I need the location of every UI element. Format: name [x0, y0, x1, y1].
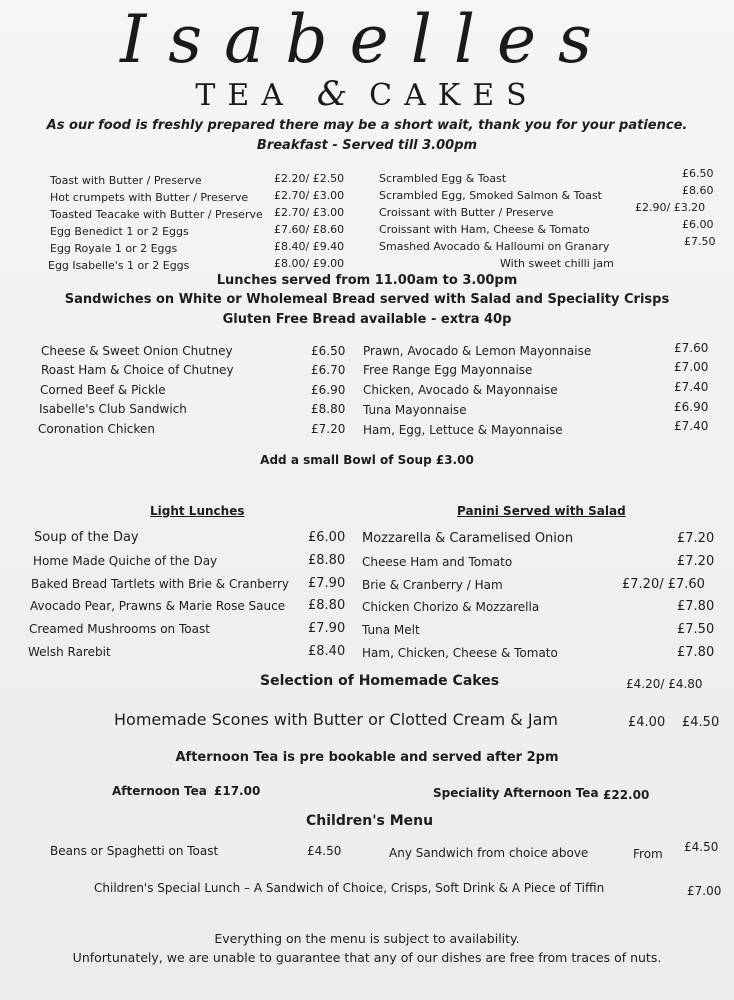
- menu-item-name: Cheese Ham and Tomato: [362, 555, 513, 569]
- menu-item-name: Toast with Butter / Preserve: [50, 174, 202, 187]
- menu-item-name: Toasted Teacake with Butter / Preserve: [50, 208, 263, 221]
- menu-item-price: £7.20/ £7.60: [622, 577, 705, 592]
- menu-item-price: £7.20: [677, 531, 715, 546]
- menu-item-name: Beans or Spaghetti on Toast: [50, 844, 219, 858]
- menu-item-name: Prawn, Avocado & Lemon Mayonnaise: [363, 344, 592, 358]
- menu-item-name: Tuna Melt: [362, 623, 420, 637]
- menu-item-price: £7.00: [674, 360, 709, 374]
- menu-item-price: £7.50: [677, 622, 715, 637]
- menu-item-name: Mozzarella & Caramelised Onion: [362, 531, 574, 546]
- scones-price-2: £4.50: [682, 715, 720, 730]
- menu-item-price: £7.50: [684, 235, 716, 248]
- menu-item-price: £8.60: [682, 184, 714, 197]
- panini-title: Panini Served with Salad: [457, 504, 626, 518]
- menu-item-name: Creamed Mushrooms on Toast: [29, 622, 210, 636]
- menu-item-price: £6.90: [311, 383, 346, 397]
- menu-item-name: Roast Ham & Choice of Chutney: [41, 363, 234, 377]
- brand-tagline: [0, 74, 734, 116]
- afternoon-tea-price: £17.00: [214, 784, 261, 798]
- menu-item-name: Tuna Mayonnaise: [363, 403, 467, 417]
- menu-item-name: Scrambled Egg, Smoked Salmon & Toast: [379, 189, 602, 202]
- menu-item-name: Brie & Cranberry / Ham: [362, 578, 503, 592]
- menu-item-price: £7.40: [674, 380, 709, 394]
- menu-item-price: £8.40/ £9.40: [274, 240, 345, 253]
- menu-item-name: Croissant with Butter / Preserve: [379, 206, 554, 219]
- menu-item-name: Chicken, Avocado & Mayonnaise: [363, 383, 558, 397]
- tagline-cakes: CAKES: [369, 78, 539, 113]
- scones-price-1: £4.00: [628, 715, 666, 730]
- menu-item-price: £8.40: [308, 644, 346, 659]
- notice-text: As our food is freshly prepared there may be a short wait, thank you for your patience.: [46, 118, 688, 133]
- menu-item-price: £8.80: [308, 553, 346, 568]
- footer-nuts-warning: Unfortunately, we are unable to guarantee that any of our dishes are free from traces of nuts.: [72, 950, 662, 965]
- tagline-ampersand: &: [316, 74, 348, 114]
- lunches-title: Lunches served from 11.00am to 3.00pm: [216, 273, 518, 288]
- menu-item-price: £6.90: [674, 400, 709, 414]
- brand-name: Isabelles: [120, 1, 614, 78]
- speciality-tea-price: £22.00: [603, 788, 650, 802]
- menu-item-name: Egg Benedict 1 or 2 Eggs: [50, 225, 189, 238]
- menu-item-name: Avocado Pear, Prawns & Marie Rose Sauce: [30, 599, 286, 613]
- breakfast-title: Breakfast - Served till 3.00pm: [256, 138, 478, 153]
- menu-item-price: £8.80: [311, 402, 346, 416]
- menu-item-price: £7.60: [674, 341, 709, 355]
- menu-item-name: Soup of the Day: [34, 530, 139, 545]
- tagline-tea: TEA: [195, 78, 295, 113]
- childrens-menu-title: Children's Menu: [306, 813, 434, 829]
- menu-item-name: Croissant with Ham, Cheese & Tomato: [379, 223, 590, 236]
- menu-item-price: £2.70/ £3.00: [274, 189, 345, 202]
- menu-item-price: £7.60/ £8.60: [274, 223, 345, 236]
- menu-item-price: £7.90: [308, 621, 346, 636]
- soup-addon: Add a small Bowl of Soup £3.00: [260, 453, 474, 467]
- menu-item-name: Scrambled Egg & Toast: [379, 172, 507, 185]
- footer-availability: Everything on the menu is subject to availability.: [214, 931, 520, 946]
- menu-item-price: £4.50: [684, 840, 719, 854]
- menu-item-price: £7.80: [677, 599, 715, 614]
- menu-item-price: £6.00: [308, 530, 346, 545]
- menu-item-price: £2.90/ £3.20: [635, 201, 706, 214]
- menu-item-name: Coronation Chicken: [38, 422, 155, 436]
- menu-item-name: Cheese & Sweet Onion Chutney: [41, 344, 233, 358]
- menu-item-name: Isabelle's Club Sandwich: [39, 402, 187, 416]
- menu-item-price: £6.50: [682, 167, 714, 180]
- menu-item-price: £7.90: [308, 576, 346, 591]
- menu-item-name: Egg Isabelle's 1 or 2 Eggs: [48, 259, 190, 272]
- menu-item-name: Welsh Rarebit: [28, 645, 111, 659]
- cakes-price: £4.20/ £4.80: [626, 677, 703, 691]
- menu-item-name: Corned Beef & Pickle: [40, 383, 166, 397]
- menu-item-price: £6.00: [682, 218, 714, 231]
- light-lunches-title: Light Lunches: [150, 504, 245, 518]
- menu-item-price: £2.20/ £2.50: [274, 172, 345, 185]
- menu-item-price: £8.00/ £9.00: [274, 257, 345, 270]
- menu-item-price: £6.70: [311, 363, 346, 377]
- menu-item-price: £4.50: [307, 844, 342, 858]
- cakes-title: Selection of Homemade Cakes: [260, 673, 500, 689]
- menu-item-from: From: [633, 847, 663, 861]
- gluten-free-note: Gluten Free Bread available - extra 40p: [222, 312, 512, 327]
- menu-item-note: With sweet chilli jam: [500, 257, 614, 270]
- menu-item-name: Ham, Chicken, Cheese & Tomato: [362, 646, 558, 660]
- childrens-special-lunch: Children's Special Lunch – A Sandwich of Choice, Crisps, Soft Drink & A Piece of Tiffin: [94, 881, 605, 895]
- menu-item-name: Hot crumpets with Butter / Preserve: [50, 191, 249, 204]
- menu-item-name: Chicken Chorizo & Mozzarella: [362, 600, 540, 614]
- menu-item-name: Baked Bread Tartlets with Brie & Cranberry: [31, 577, 289, 591]
- menu-item-price: £8.80: [308, 598, 346, 613]
- childrens-special-price: £7.00: [687, 884, 722, 898]
- lunches-subtitle: Sandwiches on White or Wholemeal Bread served with Salad and Speciality Crisps: [64, 292, 670, 307]
- menu-item-price: £7.20: [311, 422, 346, 436]
- menu-item-name: Smashed Avocado & Halloumi on Granary: [379, 240, 610, 253]
- speciality-tea-name: Speciality Afternoon Tea: [433, 786, 599, 800]
- menu-item-name: Any Sandwich from choice above: [389, 846, 589, 860]
- scones-title: Homemade Scones with Butter or Clotted Cream & Jam: [114, 710, 558, 729]
- menu-item-name: Home Made Quiche of the Day: [33, 554, 218, 568]
- menu-item-price: £7.20: [677, 554, 715, 569]
- menu-item-name: Egg Royale 1 or 2 Eggs: [50, 242, 178, 255]
- menu-item-price: £7.40: [674, 419, 709, 433]
- menu-item-price: £6.50: [311, 344, 346, 358]
- menu-item-price: £7.80: [677, 645, 715, 660]
- menu-item-name: Ham, Egg, Lettuce & Mayonnaise: [363, 423, 563, 437]
- menu-item-name: Free Range Egg Mayonnaise: [363, 363, 533, 377]
- afternoon-tea-name: Afternoon Tea: [112, 784, 207, 798]
- menu-item-price: £2.70/ £3.00: [274, 206, 345, 219]
- afternoon-tea-notice: Afternoon Tea is pre bookable and served after 2pm: [175, 750, 559, 765]
